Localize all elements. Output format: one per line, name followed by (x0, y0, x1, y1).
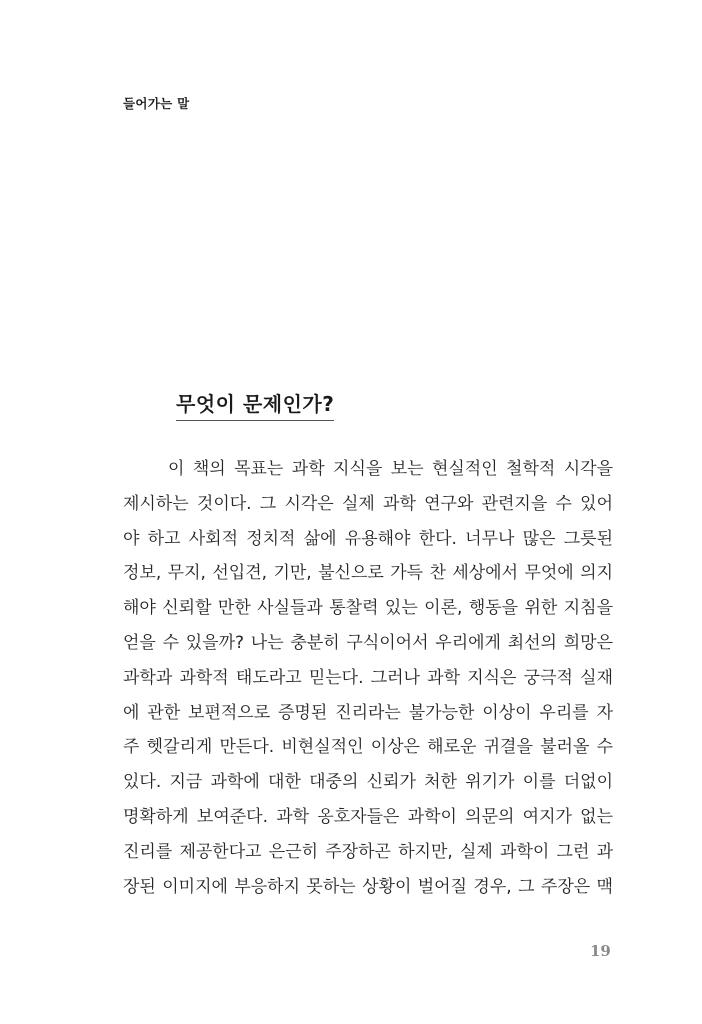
body-paragraph (123, 452, 613, 904)
section-title: 무엇이 문제인가? (176, 388, 334, 421)
running-head: 들어가는 말 (123, 96, 190, 111)
text-line: 과학과 과학적 태도라고 믿는다. 그러나 과학 지식은 궁극적 실재 (123, 667, 613, 688)
text-line: 제시하는 것이다. 그 시각은 실제 과학 연구와 관련지을 수 있어 (123, 493, 613, 514)
text-line: 얻을 수 있을까? 나는 충분히 구식이어서 우리에게 최선의 희망은 (123, 632, 613, 653)
text-line: 있다. 지금 과학에 대한 대중의 신뢰가 처한 위기가 이를 더없이 (123, 772, 613, 793)
text-line: 주 헷갈리게 만든다. 비현실적인 이상은 해로운 귀결을 불러올 수 (123, 737, 613, 758)
text-line: 에 관한 보편적으로 증명된 진리라는 불가능한 이상이 우리를 자 (123, 702, 613, 723)
text-line: 해야 신뢰할 만한 사실들과 통찰력 있는 이론, 행동을 위한 지침을 (123, 598, 613, 619)
text-line: 명확하게 보여준다. 과학 옹호자들은 과학이 의문의 여지가 없는 (123, 806, 613, 827)
page-number: 19 (590, 942, 611, 960)
text-line: 장된 이미지에 부응하지 못하는 상황이 벌어질 경우, 그 주장은 맥 (123, 876, 613, 897)
text-line: 이 책의 목표는 과학 지식을 보는 현실적인 철학적 시각을 (168, 459, 613, 479)
text-line: 정보, 무지, 선입견, 기만, 불신으로 가득 찬 세상에서 무엇에 의지 (123, 563, 613, 584)
text-line: 야 하고 사회적 정치적 삶에 유용해야 한다. 너무나 많은 그릇된 (123, 528, 613, 549)
text-line: 진리를 제공한다고 은근히 주장하곤 하지만, 실제 과학이 그런 과 (123, 841, 613, 862)
